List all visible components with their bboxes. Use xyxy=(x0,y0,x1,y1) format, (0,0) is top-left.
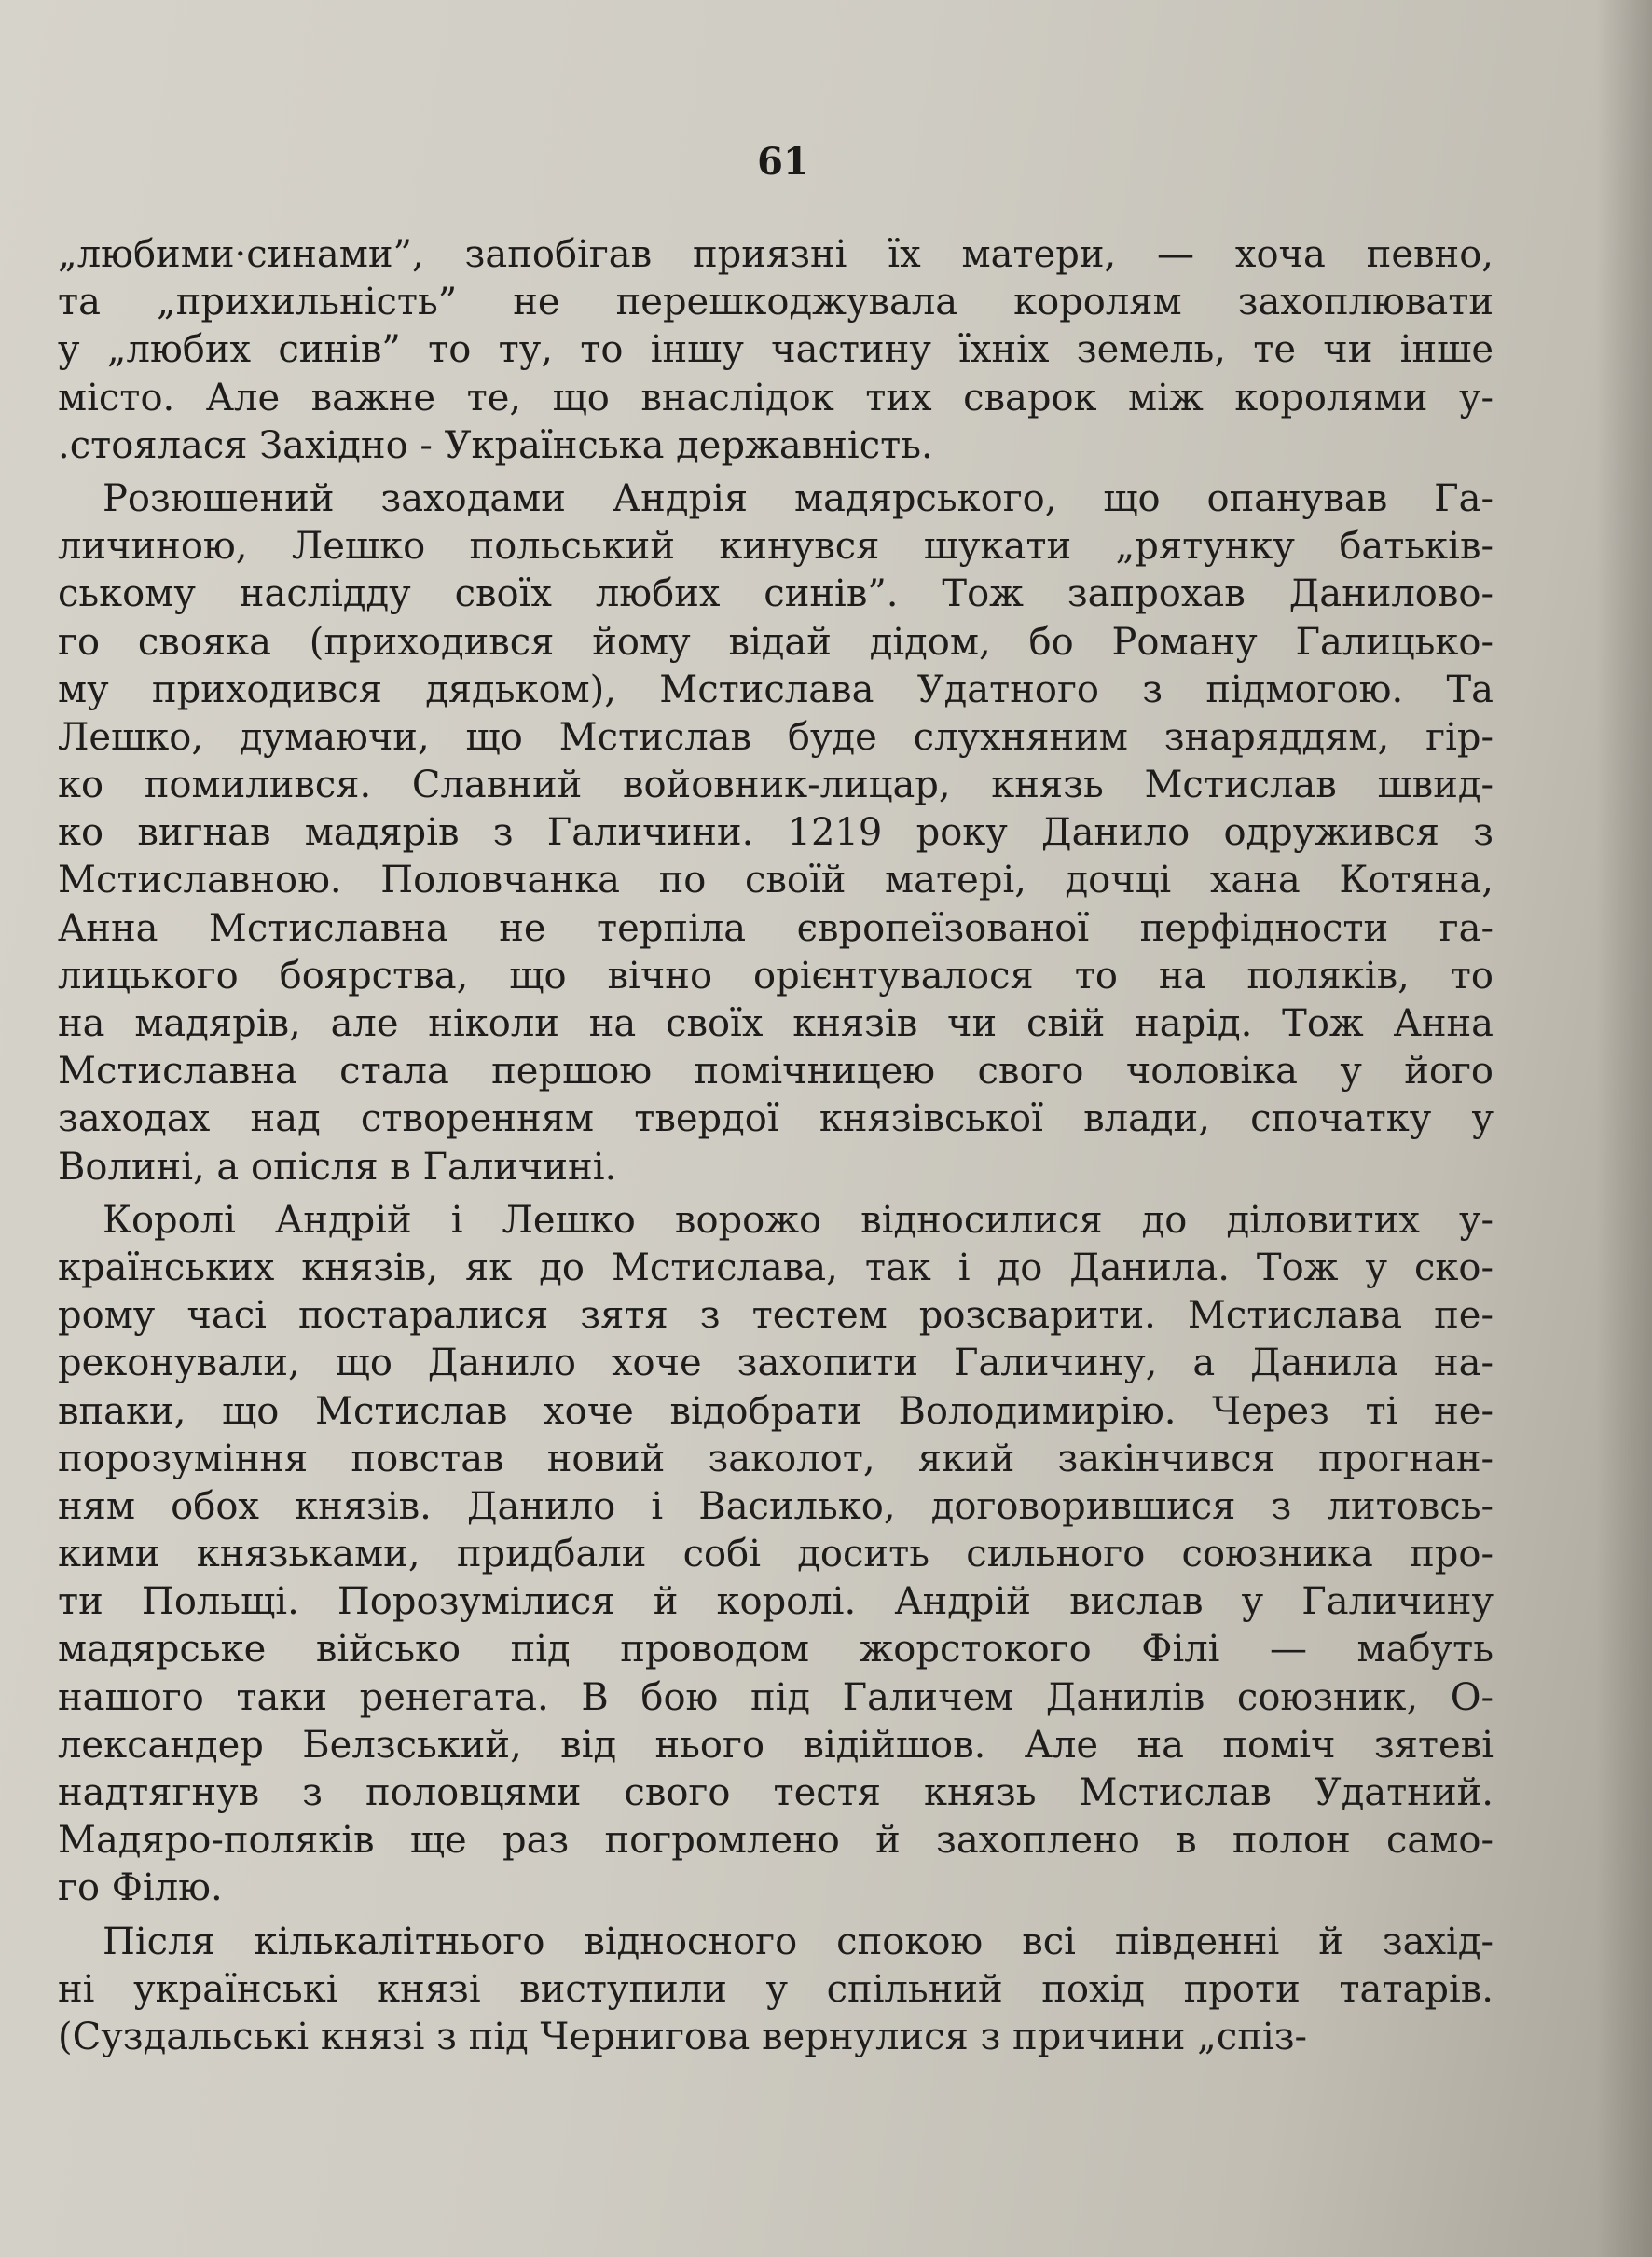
text-line: Після кількалітнього відносного спокою всі південні й захід- xyxy=(103,1920,1494,1963)
text-line: .стоялася Західно - Українська державність. xyxy=(58,423,933,467)
text-line: ні українські князі виступили у спільний похід проти татарів. xyxy=(58,1967,1494,2011)
text-line: країнських князів, як до Мстислава, так і до Данила. Тож у ско- xyxy=(58,1245,1494,1289)
text-line: личиною, Лешко польський кинувся шукати „рятунку батьків- xyxy=(58,525,1494,569)
text-line: Мстиславною. Половчанка по своїй матері, дочці хана Котяна, xyxy=(58,859,1494,902)
text-line: Розюшений заходами Андрія мадярського, що опанував Га- xyxy=(103,476,1494,520)
text-line: му приходився дядьком), Мстислава Удатного з підмогою. Та xyxy=(58,667,1494,711)
text-line: Лешко, думаючи, що Мстислав буде слухняним знаряддям, гір- xyxy=(58,715,1494,759)
text-line: го свояка (приходився йому відай дідом, бо Роману Галицько- xyxy=(58,620,1494,664)
text-line: порозуміння повстав новий заколот, який закінчився прогнан- xyxy=(58,1437,1494,1480)
text-line: нашого таки ренегата. В бою під Галичем Данилів союзник, О- xyxy=(58,1675,1494,1719)
text-line: Волині, а опісля в Галичині. xyxy=(58,1145,617,1189)
paragraph xyxy=(58,1919,1494,2062)
text-line: реконували, що Данило хоче захопити Галичину, а Данила на- xyxy=(58,1342,1494,1385)
text-line: го Філю. xyxy=(58,1866,223,1910)
paragraph xyxy=(58,1197,1494,1913)
text-line: заходах над створенням твердої князівської влади, спочатку у xyxy=(58,1097,1494,1141)
text-line: Королі Андрій і Лешко ворожо відносилися до діловитих у- xyxy=(103,1198,1494,1242)
page-edge-shadow xyxy=(1596,0,1652,2257)
text-line: ко помилився. Славний войовник-лицар, князь Мстислав швид- xyxy=(58,764,1494,807)
text-line: надтягнув з половцями свого тестя князь Мстислав Удатний. xyxy=(58,1771,1494,1814)
text-line: ням обох князів. Данило і Василько, договорившися з литовсь- xyxy=(58,1484,1494,1528)
text-line: рому часі постаралися зятя з тестем розсварити. Мстислава пе- xyxy=(58,1294,1494,1338)
paragraph xyxy=(58,231,1494,470)
text-line: мадярське військо під проводом жорстокого Філі — мабуть xyxy=(58,1628,1494,1672)
paragraph xyxy=(58,475,1494,1191)
text-line: та „прихильність” не перешкоджувала королям захоплювати xyxy=(58,281,1494,324)
text-line: кими князьками, придбали собі досить сильного союзника про- xyxy=(58,1533,1494,1576)
text-line: ко вигнав мадярів з Галичини. 1219 року Данило одружився з xyxy=(58,811,1494,855)
text-line: у „любих синів” то ту, то іншу частину їхніх земель, те чи інше xyxy=(58,328,1494,372)
text-line: лицького боярства, що вічно орієнтувалося то на поляків, то xyxy=(58,954,1494,998)
text-line: ти Польщі. Порозумілися й королі. Андрій вислав у Галичину xyxy=(58,1580,1494,1624)
text-line: місто. Але важне те, що внаслідок тих сварок між королями у- xyxy=(58,376,1494,420)
text-line: Мстиславна стала першою помічницею свого чоловіка у його xyxy=(58,1050,1494,1094)
text-line: „любими·синами”, запобігав приязні їх матери, — хоча певно, xyxy=(58,233,1494,276)
text-line: Мадяро-поляків ще раз погромлено й захоплено в полон само- xyxy=(58,1819,1494,1863)
text-line: впаки, що Мстислав хоче відобрати Володимирію. Через ті не- xyxy=(58,1389,1494,1433)
body-text xyxy=(58,231,1494,2061)
text-line: на мадярів, але ніколи на своїх князів чи свій нарід. Тож Анна xyxy=(58,1002,1494,1045)
text-line: (Суздальські князі з під Чернигова вернулися з причини „спіз- xyxy=(58,2015,1308,2058)
page-number: 61 xyxy=(757,140,809,184)
text-line: ському наслідду своїх любих синів”. Тож запрохав Данилово- xyxy=(58,572,1494,616)
text-line: лександер Белзський, від нього відійшов. Але на поміч зятеві xyxy=(58,1723,1494,1767)
text-line: Анна Мстиславна не терпіла європеїзованої перфідности га- xyxy=(58,906,1494,950)
